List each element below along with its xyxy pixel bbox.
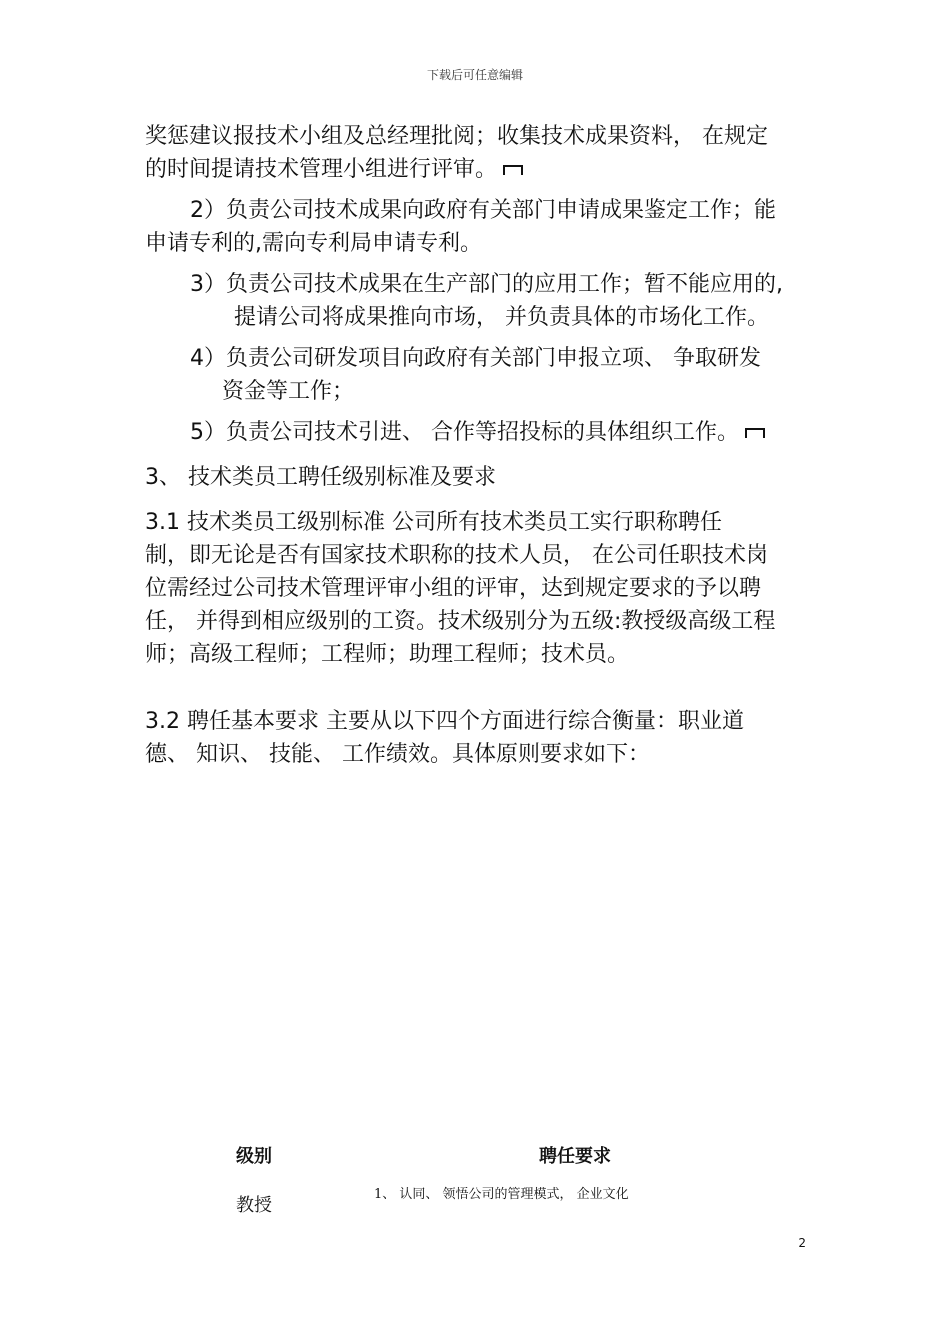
paragraph-line: 2）负责公司技术成果向政府有关部门申请成果鉴定工作；能 <box>190 198 776 223</box>
paragraph-line: 制，即无论是否有国家技术职称的技术人员， 在公司任职技术岗 <box>145 543 768 568</box>
list-item: 5）负责公司技术引进、 合作等招投标的具体组织工作。 <box>190 418 765 448</box>
paragraph-line: 任， 并得到相应级别的工资。技术级别分为五级:教授级高级工程 <box>145 609 776 634</box>
section-heading: 3、 技术类员工聘任级别标准及要求 <box>145 465 496 490</box>
table-header-requirements: 聘任要求 <box>539 1146 611 1167</box>
page-number: 2 <box>798 1236 806 1250</box>
list-item: 4）负责公司研发项目向政府有关部门申报立项、 争取研发 <box>190 346 761 371</box>
list-item: 3）负责公司技术成果在生产部门的应用工作；暂不能应用的, <box>190 272 783 297</box>
paragraph-line: 德、 知识、 技能、 工作绩效。具体原则要求如下： <box>145 742 650 767</box>
paragraph-line: 3.1 技术类员工级别标准 公司所有技术类员工实行职称聘任 <box>145 510 722 535</box>
list-item: 资金等工作； <box>222 379 355 404</box>
table-header-level: 级别 <box>236 1146 272 1167</box>
paragraph-line: 申请专利的,需向专利局申请专利。 <box>145 231 482 256</box>
page-header: 下载后可任意编辑 <box>426 68 523 82</box>
revision-mark-icon <box>503 165 523 175</box>
revision-mark-icon <box>745 428 765 438</box>
paragraph-line: 的时间提请技术管理小组进行评审。 <box>145 155 523 185</box>
table-cell-level: 教授 <box>236 1195 272 1216</box>
list-item: 提请公司将成果推向市场， 并负责具体的市场化工作。 <box>234 305 769 330</box>
paragraph-line: 师；高级工程师；工程师；助理工程师；技术员。 <box>145 642 630 667</box>
paragraph-line: 位需经过公司技术管理评审小组的评审，达到规定要求的予以聘 <box>145 576 762 601</box>
paragraph-line: 3.2 聘任基本要求 主要从以下四个方面进行综合衡量：职业道 <box>145 709 744 734</box>
paragraph-line: 奖惩建议报技术小组及总经理批阅；收集技术成果资料， 在规定 <box>145 124 768 149</box>
table-cell-requirement: 1、 认同、 领悟公司的管理模式， 企业文化 <box>374 1187 629 1202</box>
